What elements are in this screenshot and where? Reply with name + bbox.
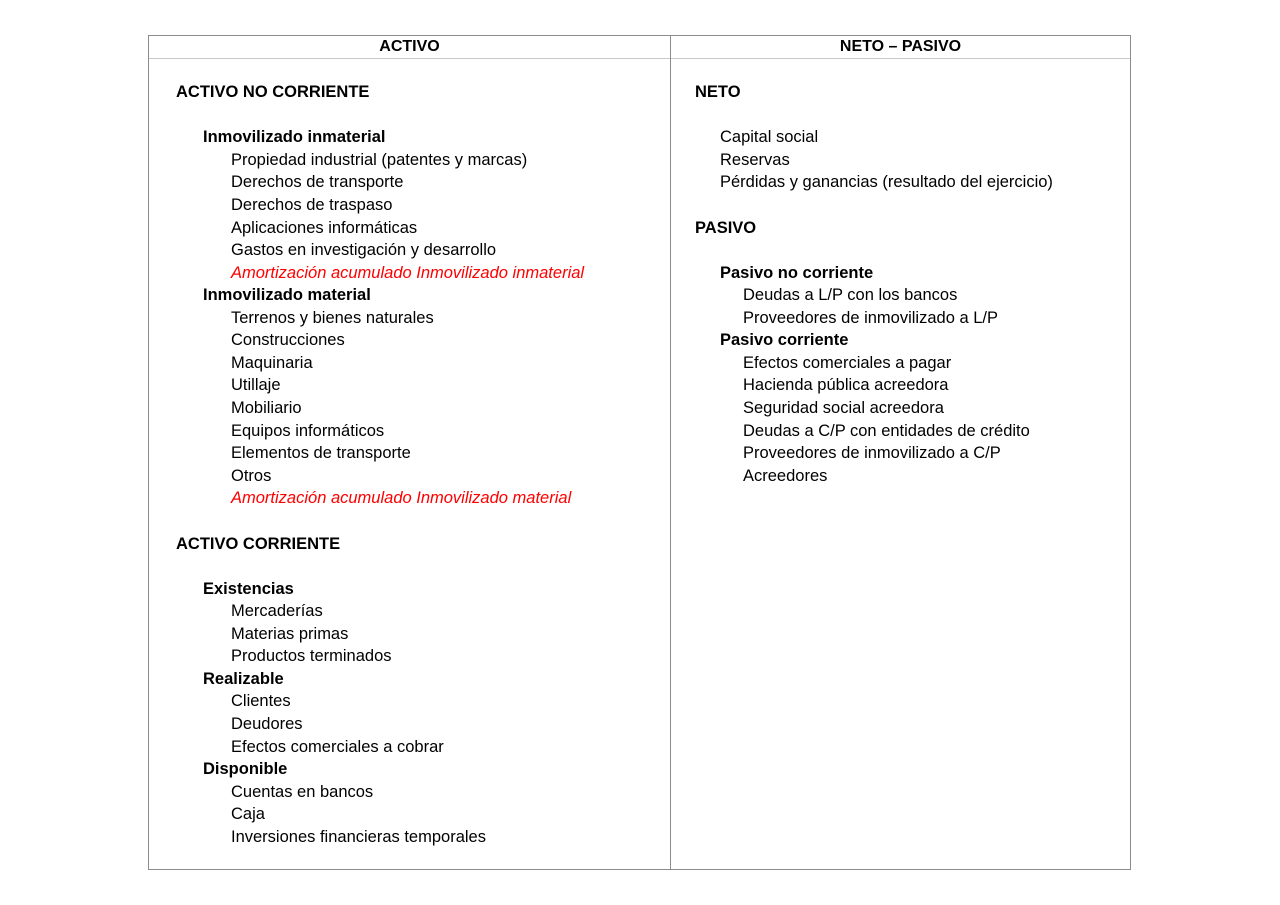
- list-item: Clientes: [231, 692, 291, 710]
- list-item: Mercaderías: [231, 602, 323, 620]
- list-item: Proveedores de inmovilizado a C/P: [743, 444, 1001, 462]
- list-item: Acreedores: [743, 467, 828, 485]
- list-item: Terrenos y bienes naturales: [231, 309, 434, 327]
- disponible-title: Disponible: [203, 760, 288, 778]
- pasivo-corriente-title: Pasivo corriente: [720, 331, 849, 349]
- inmovilizado-inmaterial-title: Inmovilizado inmaterial: [203, 128, 386, 146]
- list-item: Capital social: [720, 128, 819, 146]
- list-item: Mobiliario: [231, 399, 302, 417]
- list-item: Propiedad industrial (patentes y marcas): [231, 151, 528, 169]
- neto-title: NETO: [695, 83, 741, 101]
- list-item: Efectos comerciales a pagar: [743, 354, 952, 372]
- activo-corriente-title: ACTIVO CORRIENTE: [176, 535, 341, 553]
- list-item: Pérdidas y ganancias (resultado del ejercicio): [720, 173, 1053, 191]
- list-item: Derechos de traspaso: [231, 196, 393, 214]
- list-item: Seguridad social acreedora: [743, 399, 944, 417]
- list-item: Derechos de transporte: [231, 173, 404, 191]
- realizable-title: Realizable: [203, 670, 284, 688]
- list-item: Deudas a C/P con entidades de crédito: [743, 422, 1030, 440]
- list-item: Deudores: [231, 715, 303, 733]
- list-item: Aplicaciones informáticas: [231, 219, 418, 237]
- balance-sheet-table: [148, 35, 1131, 870]
- list-item: Cuentas en bancos: [231, 783, 374, 801]
- amortization-inmaterial: Amortización acumulado Inmovilizado inmaterial: [231, 264, 585, 282]
- list-item: Equipos informáticos: [231, 422, 385, 440]
- list-item: Maquinaria: [231, 354, 313, 372]
- list-item: Proveedores de inmovilizado a L/P: [743, 309, 998, 327]
- list-item: Elementos de transporte: [231, 444, 411, 462]
- list-item: Efectos comerciales a cobrar: [231, 738, 444, 756]
- pasivo-title: PASIVO: [695, 219, 757, 237]
- activo-header: ACTIVO: [149, 36, 670, 59]
- list-item: Materias primas: [231, 625, 349, 643]
- list-item: Otros: [231, 467, 272, 485]
- list-item: Utillaje: [231, 376, 281, 394]
- list-item: Caja: [231, 805, 265, 823]
- inmovilizado-material-title: Inmovilizado material: [203, 286, 371, 304]
- activo-no-corriente-title: ACTIVO NO CORRIENTE: [176, 83, 370, 101]
- list-item: Reservas: [720, 151, 790, 169]
- neto-pasivo-header: NETO – PASIVO: [671, 36, 1130, 59]
- existencias-title: Existencias: [203, 580, 294, 598]
- list-item: Productos terminados: [231, 647, 392, 665]
- list-item: Construcciones: [231, 331, 345, 349]
- list-item: Deudas a L/P con los bancos: [743, 286, 958, 304]
- list-item: Inversiones financieras temporales: [231, 828, 486, 846]
- list-item: Hacienda pública acreedora: [743, 376, 949, 394]
- list-item: Gastos en investigación y desarrollo: [231, 241, 497, 259]
- neto-pasivo-column: [671, 36, 1130, 869]
- amortization-material: Amortización acumulado Inmovilizado material: [231, 489, 572, 507]
- activo-column: [149, 36, 671, 869]
- pasivo-no-corriente-title: Pasivo no corriente: [720, 264, 874, 282]
